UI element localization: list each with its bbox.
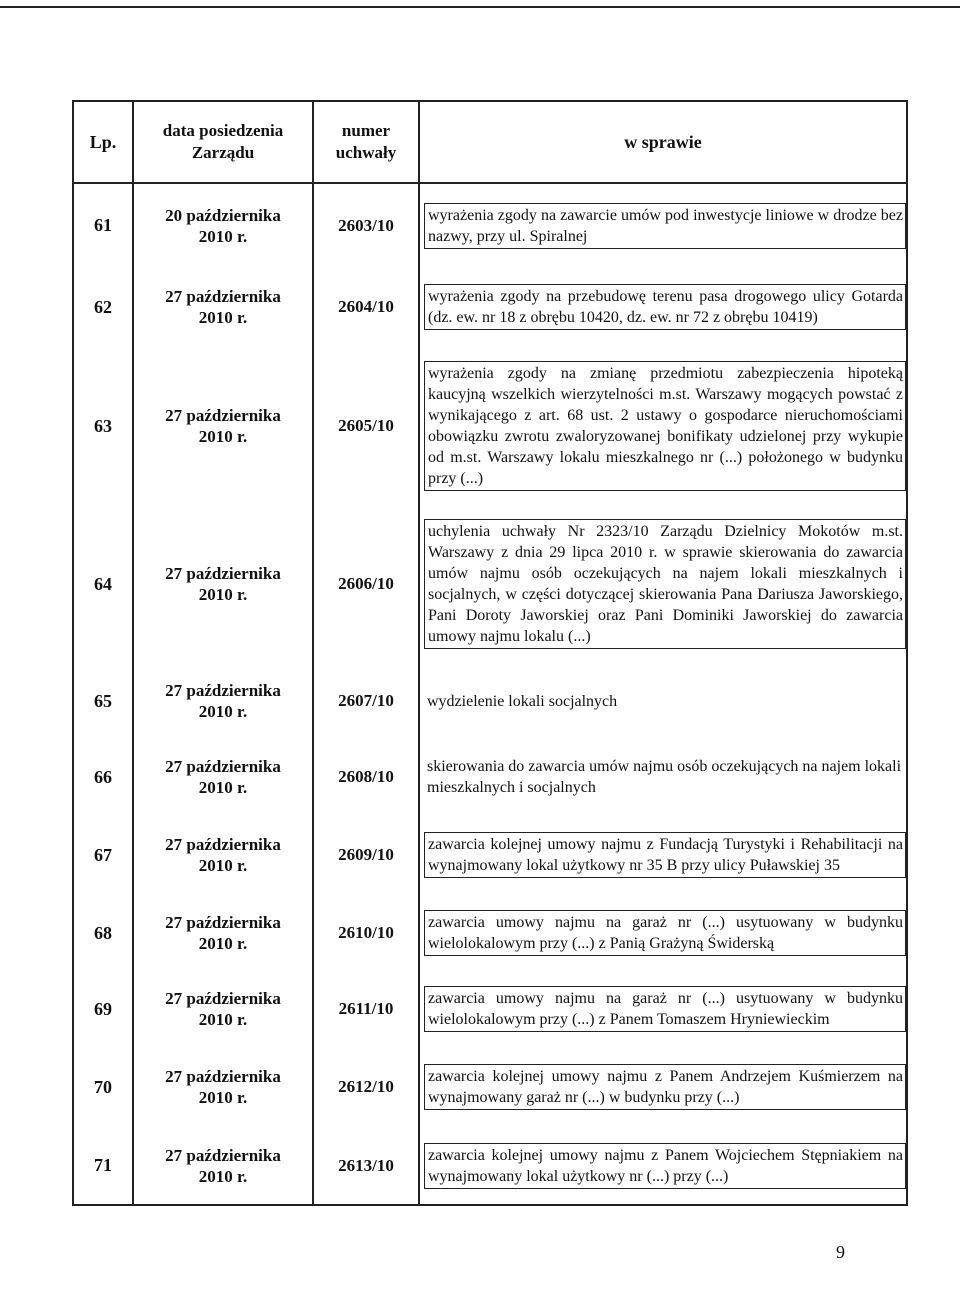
row-date-day: 27 października [165, 989, 281, 1008]
row-date-day: 27 października [165, 1067, 281, 1086]
row-lp: 65 [73, 663, 133, 739]
row-subject: uchylenia uchwały Nr 2323/10 Zarządu Dzielnicy Mokotów m.st. Warszawy z dnia 29 lipca 2010 r. w sprawie skierowania do zawarcia umów najmu osób oczekujących na najem lokali mieszkalnych i socjalnych, w części dotyczącej skierowania Pana Dariusza Jaworskiego, Pani Doroty Jaworskiej oraz Pani Dominiki Jaworskiej do zawarcia umowy najmu lokalu (...) [424, 519, 906, 649]
row-date-year: 2010 r. [198, 585, 248, 604]
row-lp: 71 [73, 1127, 133, 1205]
row-date-year: 2010 r. [198, 1166, 248, 1186]
table-row [73, 1127, 907, 1205]
row-subject: wyrażenia zgody na zmianę przedmiotu zabezpieczenia hipoteką kaucyjną wszelkich wierzytelności m.st. Warszawy mogących powstać z wynikającego z art. 68 ust. 2 ustawy o gospodarce nieruchomościami obowiązku zwrotu zwaloryzowanej bonifikaty udzielonej przy wykupie od m.st. Warszawy lokalu mieszkalnego nr (...) położonego w budynku przy (...) [424, 361, 906, 491]
row-number: 2608/10 [313, 739, 419, 815]
table-row [73, 971, 907, 1047]
row-date-year: 2010 r. [198, 702, 248, 721]
row-date [133, 505, 313, 663]
header-date-line2: Zarządu [191, 143, 255, 162]
row-subject-cell [419, 1047, 907, 1127]
row-lp: 63 [73, 347, 133, 505]
row-lp: 70 [73, 1047, 133, 1127]
row-subject-cell [419, 1127, 907, 1205]
row-subject-cell [419, 183, 907, 267]
row-date-year: 2010 r. [198, 427, 248, 446]
row-date-year: 2010 r. [198, 856, 248, 875]
row-date-day: 27 października [165, 564, 281, 583]
table-row [73, 1047, 907, 1127]
row-date-day: 27 października [165, 757, 281, 776]
top-rule [0, 0, 960, 8]
row-date-day: 27 października [165, 287, 281, 306]
row-lp: 61 [73, 183, 133, 267]
row-date-day: 27 października [165, 835, 281, 854]
row-subject-cell [419, 267, 907, 347]
row-lp: 62 [73, 267, 133, 347]
table-row [73, 267, 907, 347]
resolutions-table [72, 100, 908, 1206]
row-date [133, 663, 313, 739]
row-subject: wyrażenia zgody na zawarcie umów pod inwestycje liniowe w drodze bez nazwy, przy ul. Spiralnej [424, 203, 906, 249]
row-date [133, 895, 313, 971]
header-number [313, 101, 419, 183]
row-date [133, 739, 313, 815]
row-date [133, 1127, 313, 1205]
row-date [133, 971, 313, 1047]
row-date [133, 1047, 313, 1127]
row-number: 2610/10 [313, 895, 419, 971]
row-date [133, 267, 313, 347]
row-number: 2609/10 [313, 815, 419, 895]
table-row [73, 815, 907, 895]
row-subject: zawarcia kolejnej umowy najmu z Panem Wojciechem Stępniakiem na wynajmowany lokal użytkowy nr (...) przy (...) [424, 1143, 906, 1189]
row-number: 2605/10 [313, 347, 419, 505]
row-date-day: 27 października [165, 681, 281, 700]
table-row [73, 895, 907, 971]
table-row [73, 739, 907, 815]
row-date-year: 2010 r. [198, 934, 248, 953]
row-lp: 69 [73, 971, 133, 1047]
row-subject: skierowania do zawarcia umów najmu osób oczekujących na najem lokali mieszkalnych i socjalnych [427, 758, 902, 796]
row-date [133, 183, 313, 267]
row-date-year: 2010 r. [198, 778, 248, 797]
row-number: 2607/10 [313, 663, 419, 739]
row-date-day: 27 października [165, 913, 281, 932]
header-subject: w sprawie [419, 101, 907, 183]
row-subject: zawarcia umowy najmu na garaż nr (...) usytuowany w budynku wielolokalowym przy (...) z Panem Tomaszem Hryniewieckim [424, 986, 906, 1032]
row-subject-cell [419, 347, 907, 505]
row-lp: 66 [73, 739, 133, 815]
row-subject-cell [419, 663, 907, 739]
table-header-row [73, 101, 907, 183]
row-number: 2611/10 [313, 971, 419, 1047]
row-number: 2606/10 [313, 505, 419, 663]
row-subject: zawarcia umowy najmu na garaż nr (...) usytuowany w budynku wielolokalowym przy (...) z Panią Grażyną Świderską [424, 910, 906, 956]
row-date-year: 2010 r. [198, 308, 248, 327]
row-subject: wyrażenia zgody na przebudowę terenu pasa drogowego ulicy Gotarda (dz. ew. nr 18 z obrębu 10420, dz. ew. nr 72 z obrębu 10419) [424, 284, 906, 330]
row-subject-cell [419, 895, 907, 971]
header-number-line2: uchwały [335, 143, 397, 162]
table-row [73, 183, 907, 267]
row-number: 2604/10 [313, 267, 419, 347]
table-row [73, 505, 907, 663]
row-subject-cell [419, 971, 907, 1047]
row-number: 2603/10 [313, 183, 419, 267]
row-subject: zawarcia kolejnej umowy najmu z Fundacją Turystyki i Rehabilitacji na wynajmowany lokal użytkowy nr 35 B przy ulicy Puławskiej 35 [424, 832, 906, 878]
row-number: 2613/10 [313, 1127, 419, 1205]
row-date-day: 27 października [165, 406, 281, 425]
row-subject: zawarcia kolejnej umowy najmu z Panem Andrzejem Kuśmierzem na wynajmowany garaż nr (...) w budynku przy (...) [424, 1064, 906, 1110]
row-lp: 67 [73, 815, 133, 895]
row-date-year: 2010 r. [198, 1010, 248, 1029]
row-lp: 68 [73, 895, 133, 971]
header-lp: Lp. [73, 101, 133, 183]
header-date [133, 101, 313, 183]
header-number-line1: numer [341, 121, 391, 140]
page-number: 9 [836, 1242, 845, 1262]
row-subject-cell [419, 739, 907, 815]
table-row [73, 347, 907, 505]
row-date [133, 347, 313, 505]
row-date-day: 20 października [165, 205, 281, 225]
row-number: 2612/10 [313, 1047, 419, 1127]
row-date-year: 2010 r. [198, 226, 248, 246]
row-date-day: 27 października [165, 1145, 281, 1165]
row-subject-cell [419, 505, 907, 663]
row-date-year: 2010 r. [198, 1088, 248, 1107]
row-subject: wydzielenie lokali socjalnych [427, 692, 618, 710]
row-date [133, 815, 313, 895]
row-subject-cell [419, 815, 907, 895]
header-date-line1: data posiedzenia [162, 121, 284, 140]
row-lp: 64 [73, 505, 133, 663]
table-row [73, 663, 907, 739]
